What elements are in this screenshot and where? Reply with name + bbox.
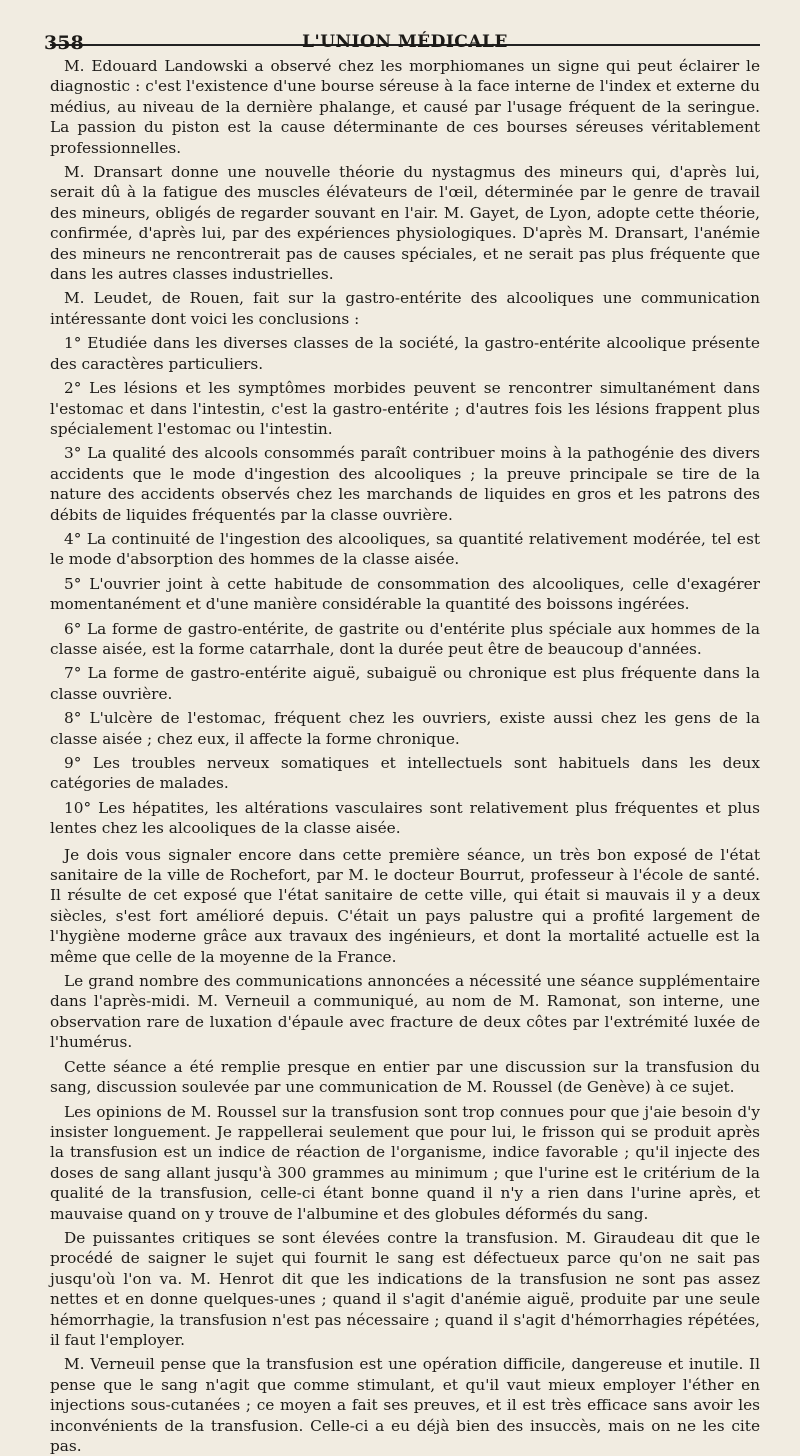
page-header bbox=[44, 14, 760, 54]
paragraph-leudet-intro: M. Leudet, de Rouen, fait sur la gastro-entérite des alcooliques une communication intéressante dont voici les conclusions : bbox=[50, 289, 760, 328]
paragraph-afternoon-session: Le grand nombre des communications annoncées a nécessité une séance supplémentaire dans l'après-midi. M. Verneuil a communiqué, au nom de M. Ramonat, son interne, une observation rare de luxation d'épaule avec fracture de deux côtes par l'extrémité luxée de l'humérus. bbox=[50, 972, 760, 1052]
paragraph-landowski: M. Edouard Landowski a observé chez les morphiomanes un signe qui peut éclairer le diagnostic : c'est l'existence d'une bourse séreuse à la face interne de l'index et externe du médius, au niveau de la dernière phalange, et causé par l'usage fréquent de la seringue. La passion du piston est la cause déterminante de ces bourses séreuses véritablement professionnelles. bbox=[50, 57, 760, 157]
conclusion-item: 2° Les lésions et les symptômes morbides peuvent se rencontrer simultanément dans l'estomac et dans l'intestin, c'est la gastro-entérite ; d'autres fois les lésions frappent plus spécialement l'estomac ou l'intestin. bbox=[50, 379, 760, 438]
conclusion-item: 3° La qualité des alcools consommés paraît contribuer moins à la pathogénie des divers accidents que le mode d'ingestion des alcooliques ; la preuve principale se tire de la nature des accidents observés chez les marchands de liquides en gros et les patrons des débits de liquides fréquentés par la classe ouvrière. bbox=[50, 444, 760, 524]
conclusion-item: 9° Les troubles nerveux somatiques et intellectuels sont habituels dans les deux catégories de malades. bbox=[50, 754, 760, 793]
conclusion-item: 10° Les hépatites, les altérations vasculaires sont relativement plus fréquentes et plus lentes chez les alcooliques de la classe aisée. bbox=[50, 798, 760, 838]
conclusion-item: 4° La continuité de l'ingestion des alcooliques, sa quantité relativement modérée, tel est le mode d'absorption des hommes de la classe aisée. bbox=[50, 529, 760, 569]
paragraph-transfusion-discussion: Cette séance a été remplie presque en entier par une discussion sur la transfusion du sang, discussion soulevée par une communication de M. Roussel (de Genève) à ce sujet. bbox=[50, 1057, 760, 1097]
page-number: 358 bbox=[44, 32, 84, 54]
conclusion-item: 5° L'ouvrier joint à cette habitude de consommation des alcooliques, celle d'exagérer momentanément et d'une manière considérable la quantité des boissons ingérées. bbox=[50, 574, 760, 614]
paragraph-verneuil: M. Verneuil pense que la transfusion est une opération difficile, dangereuse et inutile. Il pense que le sang n'agit que comme stimulant, et qu'il vaut mieux employer l'éther en injections sous-cutanées ; ce moyen a fait ses preuves, et il est très efficace sans avoir les inconvénients de la transfusion. Celle-ci a eu déjà bien des insuccès, mais on ne les cite pas. bbox=[50, 1355, 760, 1455]
conclusion-item: 6° La forme de gastro-entérite, de gastrite ou d'entérite plus spéciale aux hommes de la classe aisée, est la forme catarrhale, dont la durée peut être de beaucoup d'années. bbox=[50, 619, 760, 658]
conclusion-item: 7° La forme de gastro-entérite aiguë, subaiguë ou chronique est plus fréquente dans la classe ouvrière. bbox=[50, 664, 760, 703]
conclusion-item: 1° Etudiée dans les diverses classes de la société, la gastro-entérite alcoolique présente des caractères particuliers. bbox=[50, 334, 760, 373]
paragraph-dransart: M. Dransart donne une nouvelle théorie du nystagmus des mineurs qui, d'après lui, serait dû à la fatigue des muscles élévateurs de l'œil, déterminée par le genre de travail des mineurs, obligés de regarder souvant en l'air. M. Gayet, de Lyon, adopte cette théorie, confirmée, d'après lui, par des expériences physiologiques. D'après M. Dransart, l'anémie des mineurs ne rencontrerait pas de causes spéciales, et ne serait pas plus fréquente que dans les autres classes industrielles. bbox=[50, 163, 760, 284]
paragraph-rochefort: Je dois vous signaler encore dans cette première séance, un très bon exposé de l'état sanitaire de la ville de Rochefort, par M. le docteur Bourrut, professeur à l'école de santé. Il résulte de cet exposé que l'état sanitaire de cette ville, qui était si mauvais il y a deux siècles, s'est fort amélioré depuis. C'était un pays palustre qui a profité largement de l'hygiène moderne grâce aux travaux des ingénieurs, et dont la mortalité actuelle est la même que celle de la moyenne de la France. bbox=[50, 845, 760, 966]
paragraph-roussel-opinions: Les opinions de M. Roussel sur la transfusion sont trop connues pour que j'aie besoin d'y insister longuement. Je rappellerai seulement que pour lui, le frisson qui se produit après la transfusion est un indice de réaction de l'organisme, indice favorable ; qu'il injecte des doses de sang allant jusqu'à 300 grammes au minimum ; que l'urine est le critérium de la qualité de la transfusion, celle-ci étant bonne quand il n'y a rien dans l'urine après, et mauvaise quand on y trouve de l'albumine et des globules déformés du sang. bbox=[50, 1102, 760, 1223]
running-title: L'UNION MÉDICALE bbox=[302, 32, 508, 52]
conclusion-item: 8° L'ulcère de l'estomac, fréquent chez les ouvriers, existe aussi chez les gens de la classe aisée ; chez eux, il affecte la forme chronique. bbox=[50, 709, 760, 748]
body-text bbox=[50, 56, 760, 1456]
paragraph-critiques: De puissantes critiques se sont élevées contre la transfusion. M. Giraudeau dit que le procédé de saigner le sujet qui fournit le sang est défectueux parce qu'on ne sait pas jusqu'où l'on va. M. Henrot dit que les indications de la transfusion ne sont pas assez nettes et en donne quelques-unes ; quand il s'agit d'anémie aiguë, produite par une seule hémorrhagie, la transfusion n'est pas nécessaire ; quand il s'agit d'hémorrhagies répétées, il faut l'employer. bbox=[50, 1228, 760, 1349]
